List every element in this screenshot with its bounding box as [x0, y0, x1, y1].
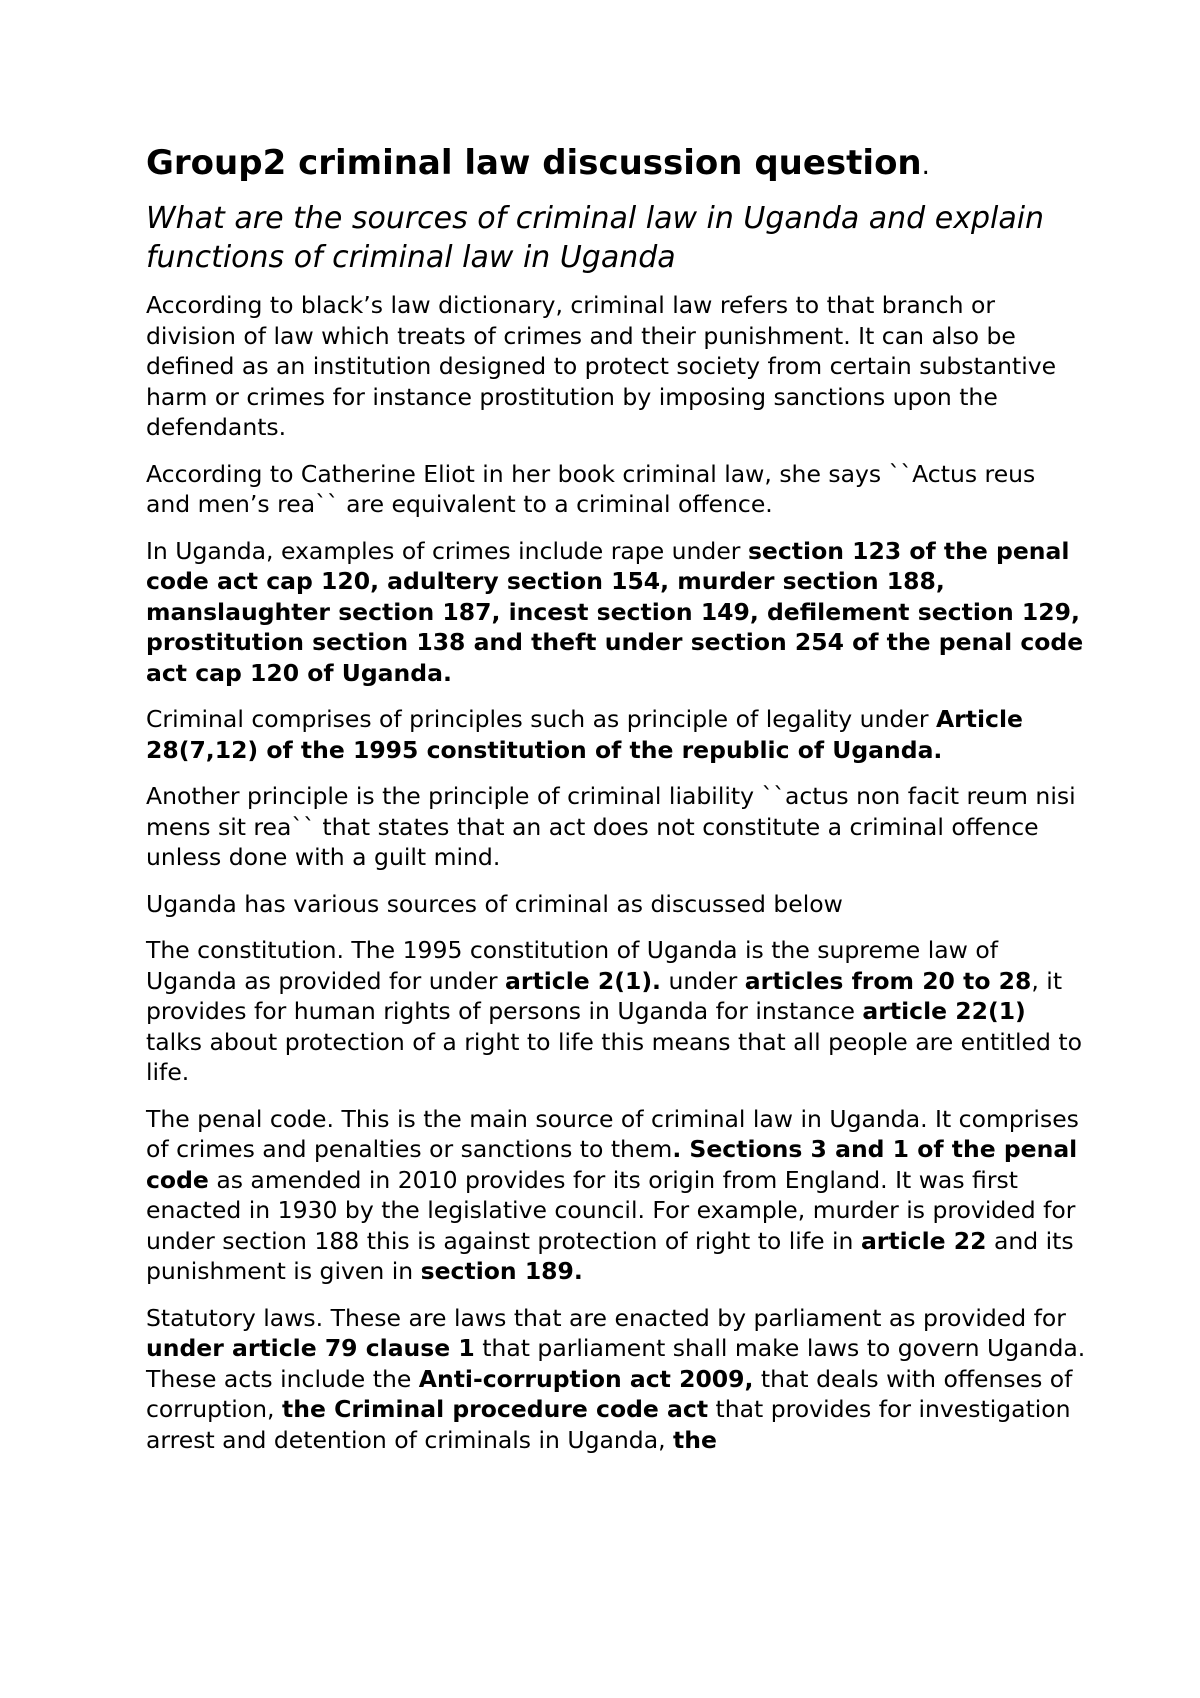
paragraph [146, 459, 1086, 520]
text-run: as amended in 2010 provides for its origin from England. It was first enacted in 1930 by the legislative council. For example, murder is provided for under section 188 this is against protection of right to life in [146, 1165, 1076, 1255]
text-run: In Uganda, examples of crimes include rape under [146, 536, 748, 565]
text-run: Statutory laws. These are laws that are enacted by parliament as provided for [146, 1303, 1066, 1332]
document-title-text: Group2 criminal law discussion question [146, 143, 922, 183]
paragraph [146, 781, 1086, 873]
text-run: The penal code. This is the main source of criminal law in Uganda. It comprises of crimes and penalties or sanctions to them [146, 1104, 1079, 1163]
paragraph [146, 935, 1086, 1088]
paragraph [146, 290, 1086, 443]
bold-text-run: section 189. [420, 1257, 583, 1285]
text-run: According to Catherine Eliot in her book criminal law, she says ``Actus reus and men’s rea`` are equivalent to a criminal offence. [146, 459, 1036, 518]
text-run: that deals with offenses of corruption, [146, 1364, 1073, 1423]
bold-text-run: article 22(1) [862, 997, 1026, 1025]
bold-text-run: section 123 of the penal code act cap 120, adultery section 154, murder section 188, manslaughter section 187, incest section 149, defilement section 129, prostitution section 138 and theft under section 254 of the penal code act cap 120 of Uganda. [146, 536, 1084, 687]
bold-text-run: the [673, 1425, 717, 1454]
paragraph-list [146, 290, 1086, 1455]
bold-text-run: article 2(1). [505, 966, 661, 995]
bold-text-run: under article 79 clause 1 [146, 1334, 475, 1362]
paragraph [146, 1104, 1086, 1287]
bold-text-run: the Criminal procedure code act [281, 1395, 709, 1423]
document-question: What are the sources of criminal law in Uganda and explain functions of criminal law in Uganda [146, 201, 1045, 275]
bold-text-run: article 22 [860, 1226, 987, 1255]
text-run: that parliament shall make laws to govern Uganda. These acts include the [146, 1334, 1086, 1393]
paragraph [146, 889, 1086, 920]
bold-text-run: Article 28(7,12) of the 1995 constitution of the republic of Uganda. [146, 705, 1023, 764]
paragraph [146, 536, 1086, 689]
text-run: Uganda has various sources of criminal as discussed below [146, 889, 843, 918]
bold-text-run: Anti-corruption act 2009, [418, 1364, 754, 1393]
text-run: that provides for investigation arrest and detention of criminals in Uganda, [146, 1395, 1071, 1454]
paragraph [146, 1303, 1086, 1456]
bold-text-run: articles from 20 to 28 [744, 966, 1032, 995]
bold-text-run: . Sections 3 and 1 of the penal code [146, 1135, 1078, 1194]
text-run: According to black’s law dictionary, criminal law refers to that branch or division of law which treats of crimes and their punishment. It can also be defined as an institution designed to protect society from certain substantive harm or crimes for instance prostitution by imposing sanctions upon the defendants. [146, 291, 1057, 441]
text-run: under [660, 966, 745, 995]
document-title [146, 142, 1086, 187]
document-title-punctuation: . [921, 151, 930, 181]
text-run: and its punishment is given in [146, 1226, 1074, 1285]
text-run: Criminal comprises of principles such as principle of legality under [146, 705, 936, 733]
paragraph [146, 704, 1086, 765]
document-body [146, 142, 1086, 1471]
text-run: Another principle is the principle of criminal liability ``actus non facit reum nisi mens sit rea`` that states that an act does not constitute a criminal offence unless done with a guilt mind. [146, 782, 1076, 871]
text-run: The constitution. The 1995 constitution of Uganda is the supreme law of Uganda as provided for under [146, 936, 998, 995]
text-run: talks about protection of a right to life this means that all people are entitled to life. [146, 1027, 1082, 1086]
text-run: , it provides for human rights of persons in Uganda for instance [146, 966, 1063, 1025]
